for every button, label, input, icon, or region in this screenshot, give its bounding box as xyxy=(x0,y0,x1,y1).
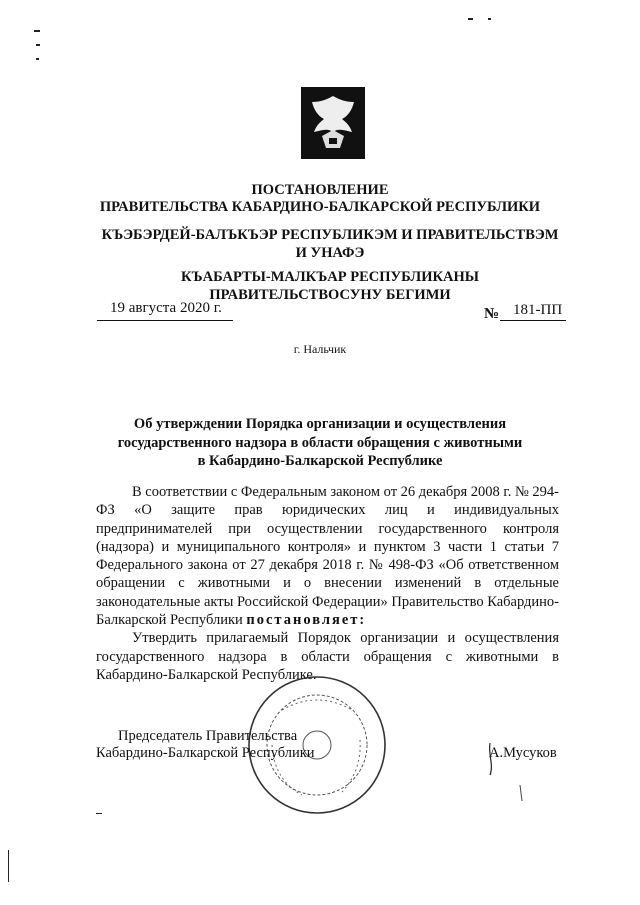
number-underline xyxy=(500,320,566,321)
scan-artifact-mark xyxy=(36,44,40,46)
scan-edge-line xyxy=(8,850,9,882)
document-number: 181-ПП xyxy=(513,302,563,318)
doc-type-heading: ПОСТАНОВЛЕНИЕ xyxy=(251,182,389,198)
document-body xyxy=(96,483,559,684)
issuer-heading-balkar: КЪАБАРТЫ-МАЛКЪАР РЕСПУБЛИКАНЫ ПРАВИТЕЛЬСТВОСУНУ БЕГИМИ xyxy=(181,269,479,303)
issuer-heading-kabardian: КЪЭБЭРДЕЙ-БАЛЪКЪЭР РЕСПУБЛИКЭМ И ПРАВИТЕЛЬСТВЭМ И УНАФЭ xyxy=(101,227,559,261)
coat-of-arms-emblem xyxy=(300,86,366,160)
signatory-title-line1: Председатель Правительства xyxy=(118,728,298,744)
document-date: 19 августа 2020 г. xyxy=(110,300,222,316)
subject-line: в Кабардино-Балкарской Республике xyxy=(197,453,443,469)
city-label: г. Нальчик xyxy=(293,342,347,356)
document-subject xyxy=(90,415,550,471)
scan-artifact-mark xyxy=(96,813,102,814)
number-sign: № xyxy=(484,306,500,322)
scan-artifact-mark xyxy=(468,18,473,20)
issuer-heading: ПРАВИТЕЛЬСТВА КАБАРДИНО-БАЛКАРСКОЙ РЕСПУБЛИКИ xyxy=(99,199,541,215)
paragraph-resolution: Утвердить прилагаемый Порядок организации и осуществления государственного надзора в области обращения с животными в Кабардино-Балкарской Республике. xyxy=(96,630,559,683)
subject-line: Об утверждении Порядка организации и осуществления xyxy=(133,416,507,432)
resolution-keyword: постановляет: xyxy=(246,612,367,629)
paragraph-preamble xyxy=(96,483,559,629)
signatory-name: А.Мусуков xyxy=(489,745,557,761)
subject-line: государственного надзора в области обращения с животными xyxy=(117,434,523,451)
scan-artifact-mark xyxy=(488,18,491,20)
date-underline xyxy=(97,320,233,321)
preamble-text: В соответствии с Федеральным законом от 26 декабря 2008 г. № 294-ФЗ «О защите прав юридических лиц и индивидуальных предпринимателей при осуществлении государственного контроля (надзора) и муниципального контроля» и пунктом 3 части 1 статьи 7 Федерального закона от 27 декабря 2018 г. № 498-ФЗ «Об ответственном обращении с животными и о внесении изменений в отдельные законодательные акты Российской Федерации» Правительство Кабардино-Балкарской Республики xyxy=(96,484,560,629)
scan-artifact-mark xyxy=(34,30,40,32)
handwritten-signature xyxy=(470,735,530,805)
signatory-title-line2: Кабардино-Балкарской Республики xyxy=(96,745,315,761)
scan-artifact-mark xyxy=(36,58,39,60)
